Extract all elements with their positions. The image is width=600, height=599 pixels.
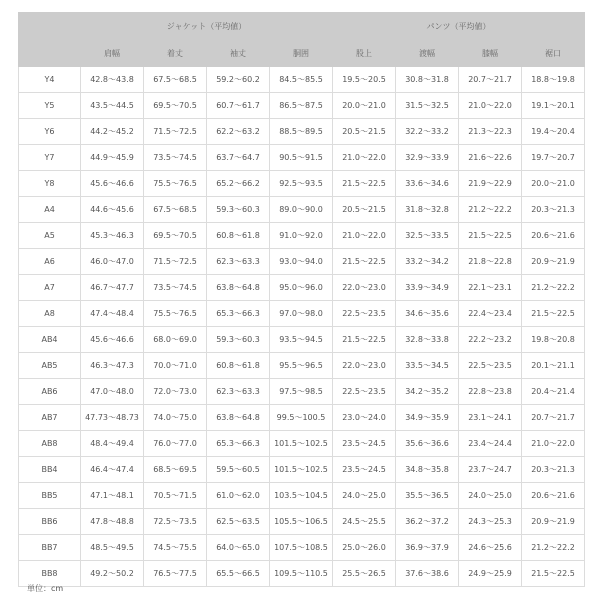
cell-size-label: BB7 [19, 535, 81, 561]
cell-size-label: A8 [19, 301, 81, 327]
cell-knee-width: 22.5～23.5 [459, 353, 522, 379]
table-row [19, 249, 585, 275]
cell-length: 71.5～72.5 [144, 119, 207, 145]
table-row [19, 197, 585, 223]
cell-hem-width: 21.2～22.2 [522, 275, 585, 301]
cell-hem-width: 21.0～22.0 [522, 431, 585, 457]
cell-sleeve-length: 65.2～66.2 [207, 171, 270, 197]
cell-chest: 89.0～90.0 [270, 197, 333, 223]
cell-shoulder-width: 46.0～47.0 [81, 249, 144, 275]
table-row [19, 509, 585, 535]
cell-rise: 24.5～25.5 [333, 509, 396, 535]
cell-chest: 109.5～110.5 [270, 561, 333, 587]
cell-rise: 25.5～26.5 [333, 561, 396, 587]
cell-hem-width: 21.2～22.2 [522, 535, 585, 561]
column-header-rise: 股上 [333, 40, 396, 67]
column-header-thigh-width: 渡幅 [396, 40, 459, 67]
cell-size-label: BB4 [19, 457, 81, 483]
cell-sleeve-length: 65.3～66.3 [207, 301, 270, 327]
cell-sleeve-length: 63.7～64.7 [207, 145, 270, 171]
cell-length: 68.0～69.0 [144, 327, 207, 353]
table-row [19, 535, 585, 561]
table-row [19, 145, 585, 171]
cell-shoulder-width: 45.3～46.3 [81, 223, 144, 249]
cell-size-label: A7 [19, 275, 81, 301]
cell-shoulder-width: 45.6～46.6 [81, 327, 144, 353]
cell-knee-width: 21.5～22.5 [459, 223, 522, 249]
cell-rise: 20.5～21.5 [333, 119, 396, 145]
cell-shoulder-width: 46.4～47.4 [81, 457, 144, 483]
cell-thigh-width: 33.2～34.2 [396, 249, 459, 275]
cell-sleeve-length: 59.3～60.3 [207, 197, 270, 223]
cell-chest: 95.0～96.0 [270, 275, 333, 301]
cell-rise: 24.0～25.0 [333, 483, 396, 509]
table-row [19, 171, 585, 197]
cell-thigh-width: 32.8～33.8 [396, 327, 459, 353]
cell-length: 75.5～76.5 [144, 301, 207, 327]
cell-rise: 20.5～21.5 [333, 197, 396, 223]
cell-knee-width: 24.3～25.3 [459, 509, 522, 535]
cell-hem-width: 20.1～21.1 [522, 353, 585, 379]
cell-shoulder-width: 48.4～49.4 [81, 431, 144, 457]
cell-hem-width: 19.8～20.8 [522, 327, 585, 353]
cell-length: 74.0～75.0 [144, 405, 207, 431]
cell-hem-width: 20.0～21.0 [522, 171, 585, 197]
column-header-length: 着丈 [144, 40, 207, 67]
cell-rise: 21.0～22.0 [333, 223, 396, 249]
cell-thigh-width: 31.8～32.8 [396, 197, 459, 223]
cell-length: 72.5～73.5 [144, 509, 207, 535]
cell-length: 72.0～73.0 [144, 379, 207, 405]
cell-hem-width: 19.4～20.4 [522, 119, 585, 145]
table-row [19, 327, 585, 353]
cell-hem-width: 20.3～21.3 [522, 457, 585, 483]
cell-thigh-width: 32.5～33.5 [396, 223, 459, 249]
cell-hem-width: 20.6～21.6 [522, 223, 585, 249]
cell-size-label: Y5 [19, 93, 81, 119]
cell-size-label: Y4 [19, 67, 81, 93]
cell-thigh-width: 34.6～35.6 [396, 301, 459, 327]
cell-rise: 22.0～23.0 [333, 275, 396, 301]
table-row [19, 483, 585, 509]
cell-thigh-width: 35.5～36.5 [396, 483, 459, 509]
cell-thigh-width: 35.6～36.6 [396, 431, 459, 457]
cell-chest: 103.5～104.5 [270, 483, 333, 509]
cell-size-label: AB7 [19, 405, 81, 431]
table-row [19, 379, 585, 405]
cell-shoulder-width: 47.8～48.8 [81, 509, 144, 535]
cell-size-label: A5 [19, 223, 81, 249]
cell-sleeve-length: 65.5～66.5 [207, 561, 270, 587]
cell-rise: 23.5～24.5 [333, 431, 396, 457]
cell-rise: 21.5～22.5 [333, 249, 396, 275]
cell-shoulder-width: 43.5～44.5 [81, 93, 144, 119]
cell-hem-width: 20.4～21.4 [522, 379, 585, 405]
cell-shoulder-width: 44.9～45.9 [81, 145, 144, 171]
cell-chest: 93.5～94.5 [270, 327, 333, 353]
cell-knee-width: 24.0～25.0 [459, 483, 522, 509]
cell-length: 76.5～77.5 [144, 561, 207, 587]
cell-chest: 101.5～102.5 [270, 431, 333, 457]
cell-knee-width: 23.4～24.4 [459, 431, 522, 457]
column-header-sleeve-length: 袖丈 [207, 40, 270, 67]
cell-chest: 90.5～91.5 [270, 145, 333, 171]
cell-length: 69.5～70.5 [144, 223, 207, 249]
cell-shoulder-width: 47.4～48.4 [81, 301, 144, 327]
cell-thigh-width: 36.2～37.2 [396, 509, 459, 535]
cell-shoulder-width: 47.73～48.73 [81, 405, 144, 431]
table-row [19, 561, 585, 587]
cell-sleeve-length: 62.3～63.3 [207, 249, 270, 275]
cell-size-label: AB6 [19, 379, 81, 405]
cell-hem-width: 21.5～22.5 [522, 301, 585, 327]
cell-knee-width: 21.8～22.8 [459, 249, 522, 275]
cell-hem-width: 20.3～21.3 [522, 197, 585, 223]
cell-sleeve-length: 64.0～65.0 [207, 535, 270, 561]
cell-sleeve-length: 61.0～62.0 [207, 483, 270, 509]
cell-size-label: BB6 [19, 509, 81, 535]
cell-rise: 21.5～22.5 [333, 171, 396, 197]
cell-thigh-width: 34.2～35.2 [396, 379, 459, 405]
cell-length: 71.5～72.5 [144, 249, 207, 275]
cell-shoulder-width: 47.1～48.1 [81, 483, 144, 509]
cell-thigh-width: 37.6～38.6 [396, 561, 459, 587]
cell-rise: 23.0～24.0 [333, 405, 396, 431]
table-row [19, 353, 585, 379]
cell-knee-width: 20.7～21.7 [459, 67, 522, 93]
cell-length: 67.5～68.5 [144, 197, 207, 223]
cell-shoulder-width: 42.8～43.8 [81, 67, 144, 93]
cell-length: 73.5～74.5 [144, 145, 207, 171]
cell-sleeve-length: 60.7～61.7 [207, 93, 270, 119]
column-header-row [19, 40, 585, 67]
cell-size-label: Y8 [19, 171, 81, 197]
cell-thigh-width: 30.8～31.8 [396, 67, 459, 93]
cell-size-label: A6 [19, 249, 81, 275]
cell-thigh-width: 31.5～32.5 [396, 93, 459, 119]
cell-hem-width: 19.7～20.7 [522, 145, 585, 171]
cell-hem-width: 20.9～21.9 [522, 509, 585, 535]
column-header-hem-width: 裾口 [522, 40, 585, 67]
cell-size-label: Y7 [19, 145, 81, 171]
cell-knee-width: 23.1～24.1 [459, 405, 522, 431]
cell-knee-width: 24.6～25.6 [459, 535, 522, 561]
cell-shoulder-width: 46.7～47.7 [81, 275, 144, 301]
cell-sleeve-length: 59.2～60.2 [207, 67, 270, 93]
cell-hem-width: 20.6～21.6 [522, 483, 585, 509]
cell-hem-width: 19.1～20.1 [522, 93, 585, 119]
cell-knee-width: 24.9～25.9 [459, 561, 522, 587]
cell-rise: 22.5～23.5 [333, 301, 396, 327]
cell-length: 70.0～71.0 [144, 353, 207, 379]
cell-thigh-width: 32.2～33.2 [396, 119, 459, 145]
cell-shoulder-width: 44.6～45.6 [81, 197, 144, 223]
cell-knee-width: 22.1～23.1 [459, 275, 522, 301]
cell-chest: 107.5～108.5 [270, 535, 333, 561]
cell-thigh-width: 33.5～34.5 [396, 353, 459, 379]
cell-length: 70.5～71.5 [144, 483, 207, 509]
cell-sleeve-length: 59.3～60.3 [207, 327, 270, 353]
group-header-jacket: ジャケット（平均値） [81, 13, 333, 40]
cell-rise: 25.0～26.0 [333, 535, 396, 561]
cell-knee-width: 22.4～23.4 [459, 301, 522, 327]
cell-chest: 91.0～92.0 [270, 223, 333, 249]
cell-knee-width: 21.9～22.9 [459, 171, 522, 197]
cell-knee-width: 21.2～22.2 [459, 197, 522, 223]
cell-sleeve-length: 59.5～60.5 [207, 457, 270, 483]
table-row [19, 93, 585, 119]
cell-rise: 22.0～23.0 [333, 353, 396, 379]
cell-shoulder-width: 46.3～47.3 [81, 353, 144, 379]
column-header-shoulder-width: 肩幅 [81, 40, 144, 67]
cell-chest: 99.5～100.5 [270, 405, 333, 431]
cell-sleeve-length: 60.8～61.8 [207, 223, 270, 249]
table-row [19, 405, 585, 431]
table-row [19, 275, 585, 301]
cell-chest: 86.5～87.5 [270, 93, 333, 119]
cell-size-label: AB8 [19, 431, 81, 457]
cell-knee-width: 21.0～22.0 [459, 93, 522, 119]
table-body [19, 67, 585, 587]
cell-thigh-width: 34.9～35.9 [396, 405, 459, 431]
cell-rise: 22.5～23.5 [333, 379, 396, 405]
cell-shoulder-width: 47.0～48.0 [81, 379, 144, 405]
column-header-chest: 胴囲 [270, 40, 333, 67]
cell-thigh-width: 33.9～34.9 [396, 275, 459, 301]
cell-shoulder-width: 44.2～45.2 [81, 119, 144, 145]
cell-hem-width: 18.8～19.8 [522, 67, 585, 93]
cell-sleeve-length: 62.3～63.3 [207, 379, 270, 405]
table-row [19, 67, 585, 93]
cell-knee-width: 21.6～22.6 [459, 145, 522, 171]
cell-chest: 97.5～98.5 [270, 379, 333, 405]
cell-length: 76.0～77.0 [144, 431, 207, 457]
size-chart [18, 12, 584, 587]
cell-shoulder-width: 45.6～46.6 [81, 171, 144, 197]
cell-size-label: BB5 [19, 483, 81, 509]
cell-length: 74.5～75.5 [144, 535, 207, 561]
cell-size-label: AB5 [19, 353, 81, 379]
cell-chest: 101.5～102.5 [270, 457, 333, 483]
cell-thigh-width: 32.9～33.9 [396, 145, 459, 171]
cell-shoulder-width: 49.2～50.2 [81, 561, 144, 587]
table-row [19, 119, 585, 145]
cell-rise: 19.5～20.5 [333, 67, 396, 93]
cell-knee-width: 22.2～23.2 [459, 327, 522, 353]
cell-knee-width: 21.3～22.3 [459, 119, 522, 145]
cell-chest: 92.5～93.5 [270, 171, 333, 197]
cell-length: 75.5～76.5 [144, 171, 207, 197]
cell-chest: 95.5～96.5 [270, 353, 333, 379]
table-row [19, 457, 585, 483]
cell-length: 67.5～68.5 [144, 67, 207, 93]
cell-chest: 105.5～106.5 [270, 509, 333, 535]
cell-size-label: A4 [19, 197, 81, 223]
cell-thigh-width: 33.6～34.6 [396, 171, 459, 197]
table-row [19, 301, 585, 327]
corner-cell [19, 13, 81, 67]
column-header-knee-width: 膝幅 [459, 40, 522, 67]
cell-chest: 88.5～89.5 [270, 119, 333, 145]
table-header [19, 13, 585, 67]
cell-size-label: AB4 [19, 327, 81, 353]
table-row [19, 431, 585, 457]
cell-rise: 23.5～24.5 [333, 457, 396, 483]
cell-size-label: Y6 [19, 119, 81, 145]
cell-length: 69.5～70.5 [144, 93, 207, 119]
cell-length: 68.5～69.5 [144, 457, 207, 483]
cell-size-label: BB8 [19, 561, 81, 587]
table-row [19, 223, 585, 249]
cell-thigh-width: 36.9～37.9 [396, 535, 459, 561]
cell-sleeve-length: 65.3～66.3 [207, 431, 270, 457]
cell-rise: 21.5～22.5 [333, 327, 396, 353]
cell-knee-width: 22.8～23.8 [459, 379, 522, 405]
cell-hem-width: 20.9～21.9 [522, 249, 585, 275]
cell-rise: 21.0～22.0 [333, 145, 396, 171]
cell-chest: 84.5～85.5 [270, 67, 333, 93]
size-table [18, 12, 585, 587]
cell-sleeve-length: 63.8～64.8 [207, 275, 270, 301]
cell-sleeve-length: 62.2～63.2 [207, 119, 270, 145]
unit-note: 単位：cm [27, 584, 64, 593]
group-header-pants: パンツ（平均値） [333, 13, 585, 40]
cell-shoulder-width: 48.5～49.5 [81, 535, 144, 561]
cell-sleeve-length: 62.5～63.5 [207, 509, 270, 535]
cell-chest: 93.0～94.0 [270, 249, 333, 275]
cell-knee-width: 23.7～24.7 [459, 457, 522, 483]
cell-rise: 20.0～21.0 [333, 93, 396, 119]
group-header-row [19, 13, 585, 40]
cell-thigh-width: 34.8～35.8 [396, 457, 459, 483]
cell-sleeve-length: 60.8～61.8 [207, 353, 270, 379]
cell-length: 73.5～74.5 [144, 275, 207, 301]
cell-sleeve-length: 63.8～64.8 [207, 405, 270, 431]
cell-chest: 97.0～98.0 [270, 301, 333, 327]
cell-hem-width: 21.5～22.5 [522, 561, 585, 587]
cell-hem-width: 20.7～21.7 [522, 405, 585, 431]
